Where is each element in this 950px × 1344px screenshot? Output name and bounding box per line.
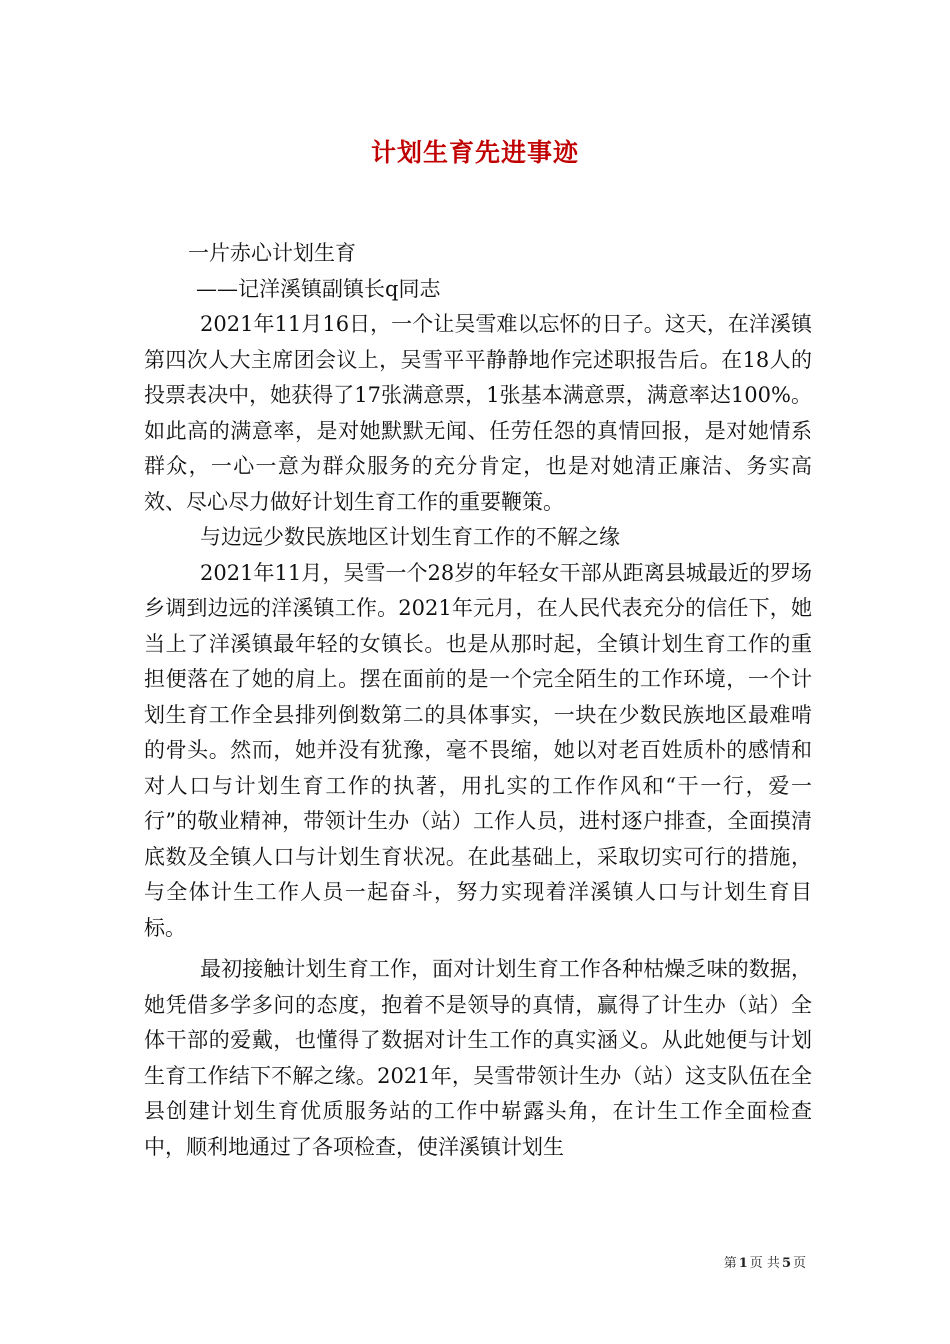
document-byline: ——记洋溪镇副镇长q同志 (196, 276, 441, 301)
footer-suffix: 页 (792, 1256, 806, 1271)
paragraph-2: 2021年11月，吴雪一个28岁的年轻女干部从距离县城最近的罗场乡调到边远的洋溪镇工作。2021年元月，在人民代表充分的信任下，她当上了洋溪镇最年轻的女镇长。也是从那时起，全镇计划生育工作的重担便落在了她的肩上。摆在面前的是一个完全陌生的工作环境，一个计划生育工作全县排列倒数第二的具体事实，一块在少数民族地区最难啃的骨头。然而，她并没有犹豫，毫不畏缩，她以对老百姓质朴的感情和对人口与计划生育工作的执著，用扎实的工作作风和“干一行，爱一行”的敬业精神，带领计生办（站）工作人员，进村逐户排查，全面摸清底数及全镇人口与计划生育状况。在此基础上，采取切实可行的措施，与全体计生工作人员一起奋斗，努力实现着洋溪镇人口与计划生育目标。 (144, 560, 812, 940)
document-body (144, 236, 812, 1165)
document-title: 计划生育先进事迹 (370, 138, 579, 167)
paragraph-1: 2021年11月16日，一个让吴雪难以忘怀的日子。这天，在洋溪镇第四次人大主席团会议上，吴雪平平静静地作完述职报告后。在18人的投票表决中，她获得了17张满意票，1张基本满意票，满意率达100%。如此高的满意率，是对她默默无闻、任劳任怨的真情回报，是对她情系群众，一心一意为群众服务的充分肯定，也是对她清正廉洁、务实高效、尽心尽力做好计划生育工作的重要鞭策。 (144, 312, 812, 514)
page-number-footer (724, 1252, 806, 1271)
document-subtitle: 一片赤心计划生育 (188, 241, 356, 265)
footer-prefix: 第 (723, 1256, 737, 1271)
total-pages: 5 (781, 1256, 791, 1271)
section-heading: 与边远少数民族地区计划生育工作的不解之缘 (200, 525, 620, 549)
paragraph-3: 最初接触计划生育工作，面对计划生育工作各种枯燥乏味的数据，她凭借多学多问的态度，抱着不是领导的真情，赢得了计生办（站）全体干部的爱戴，也懂得了数据对计生工作的真实涵义。从此她便与计划生育工作结下不解之缘。2021年，吴雪带领计生办（站）这支队伍在全县创建计划生育优质服务站的工作中崭露头角，在计生工作全面检查中，顺利地通过了各项检查，使洋溪镇计划生 (144, 957, 812, 1159)
current-page: 1 (738, 1256, 748, 1271)
footer-middle: 页 共 (749, 1256, 780, 1271)
